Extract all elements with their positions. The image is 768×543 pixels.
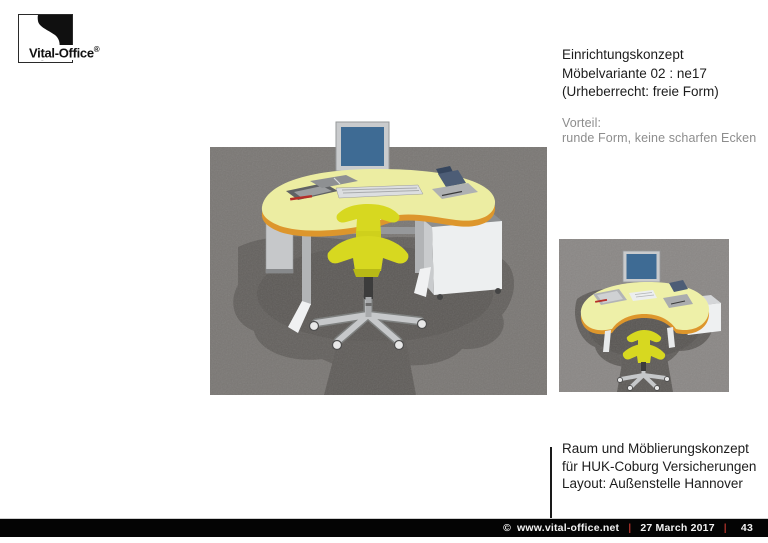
benefit-text: runde Form, keine scharfen Ecken [562,131,757,145]
small-render-image [559,239,729,392]
footer-url[interactable]: www.vital-office.net [517,522,620,534]
footer-bar [0,519,768,537]
desk-top-view-illustration [559,239,729,392]
registered-trademark-symbol: ® [93,45,100,54]
benefit-block [562,116,756,146]
benefit-label: Vorteil: [562,116,602,130]
main-render-image [210,119,547,395]
project-line-2: für HUK-Coburg Versicherungen [562,458,757,474]
footer-date: 27 March 2017 [640,522,715,534]
logo-brand-text: Vital-Office [29,45,94,61]
copyright-symbol: © [503,522,511,534]
footer-page-number: 43 [740,522,753,534]
footer-separator-icon: | [723,522,727,534]
title-line-2: Möbelvariante 02 : ne17 [562,65,707,81]
footer-separator-icon: | [628,522,632,534]
title-line-1: Einrichtungskonzept [562,47,684,62]
project-line-1: Raum und Möblierungskonzept [562,441,749,456]
desk-front-view-illustration [210,119,547,395]
vital-office-logo [18,14,128,66]
logo-wordmark [28,45,101,60]
project-line-3: Layout: Außenstelle Hannover [562,476,743,491]
title-line-3: (Urheberrecht: freie Form) [562,84,719,99]
project-divider-line [550,447,552,519]
slide-title-block [562,46,719,102]
project-info-block [562,440,756,493]
